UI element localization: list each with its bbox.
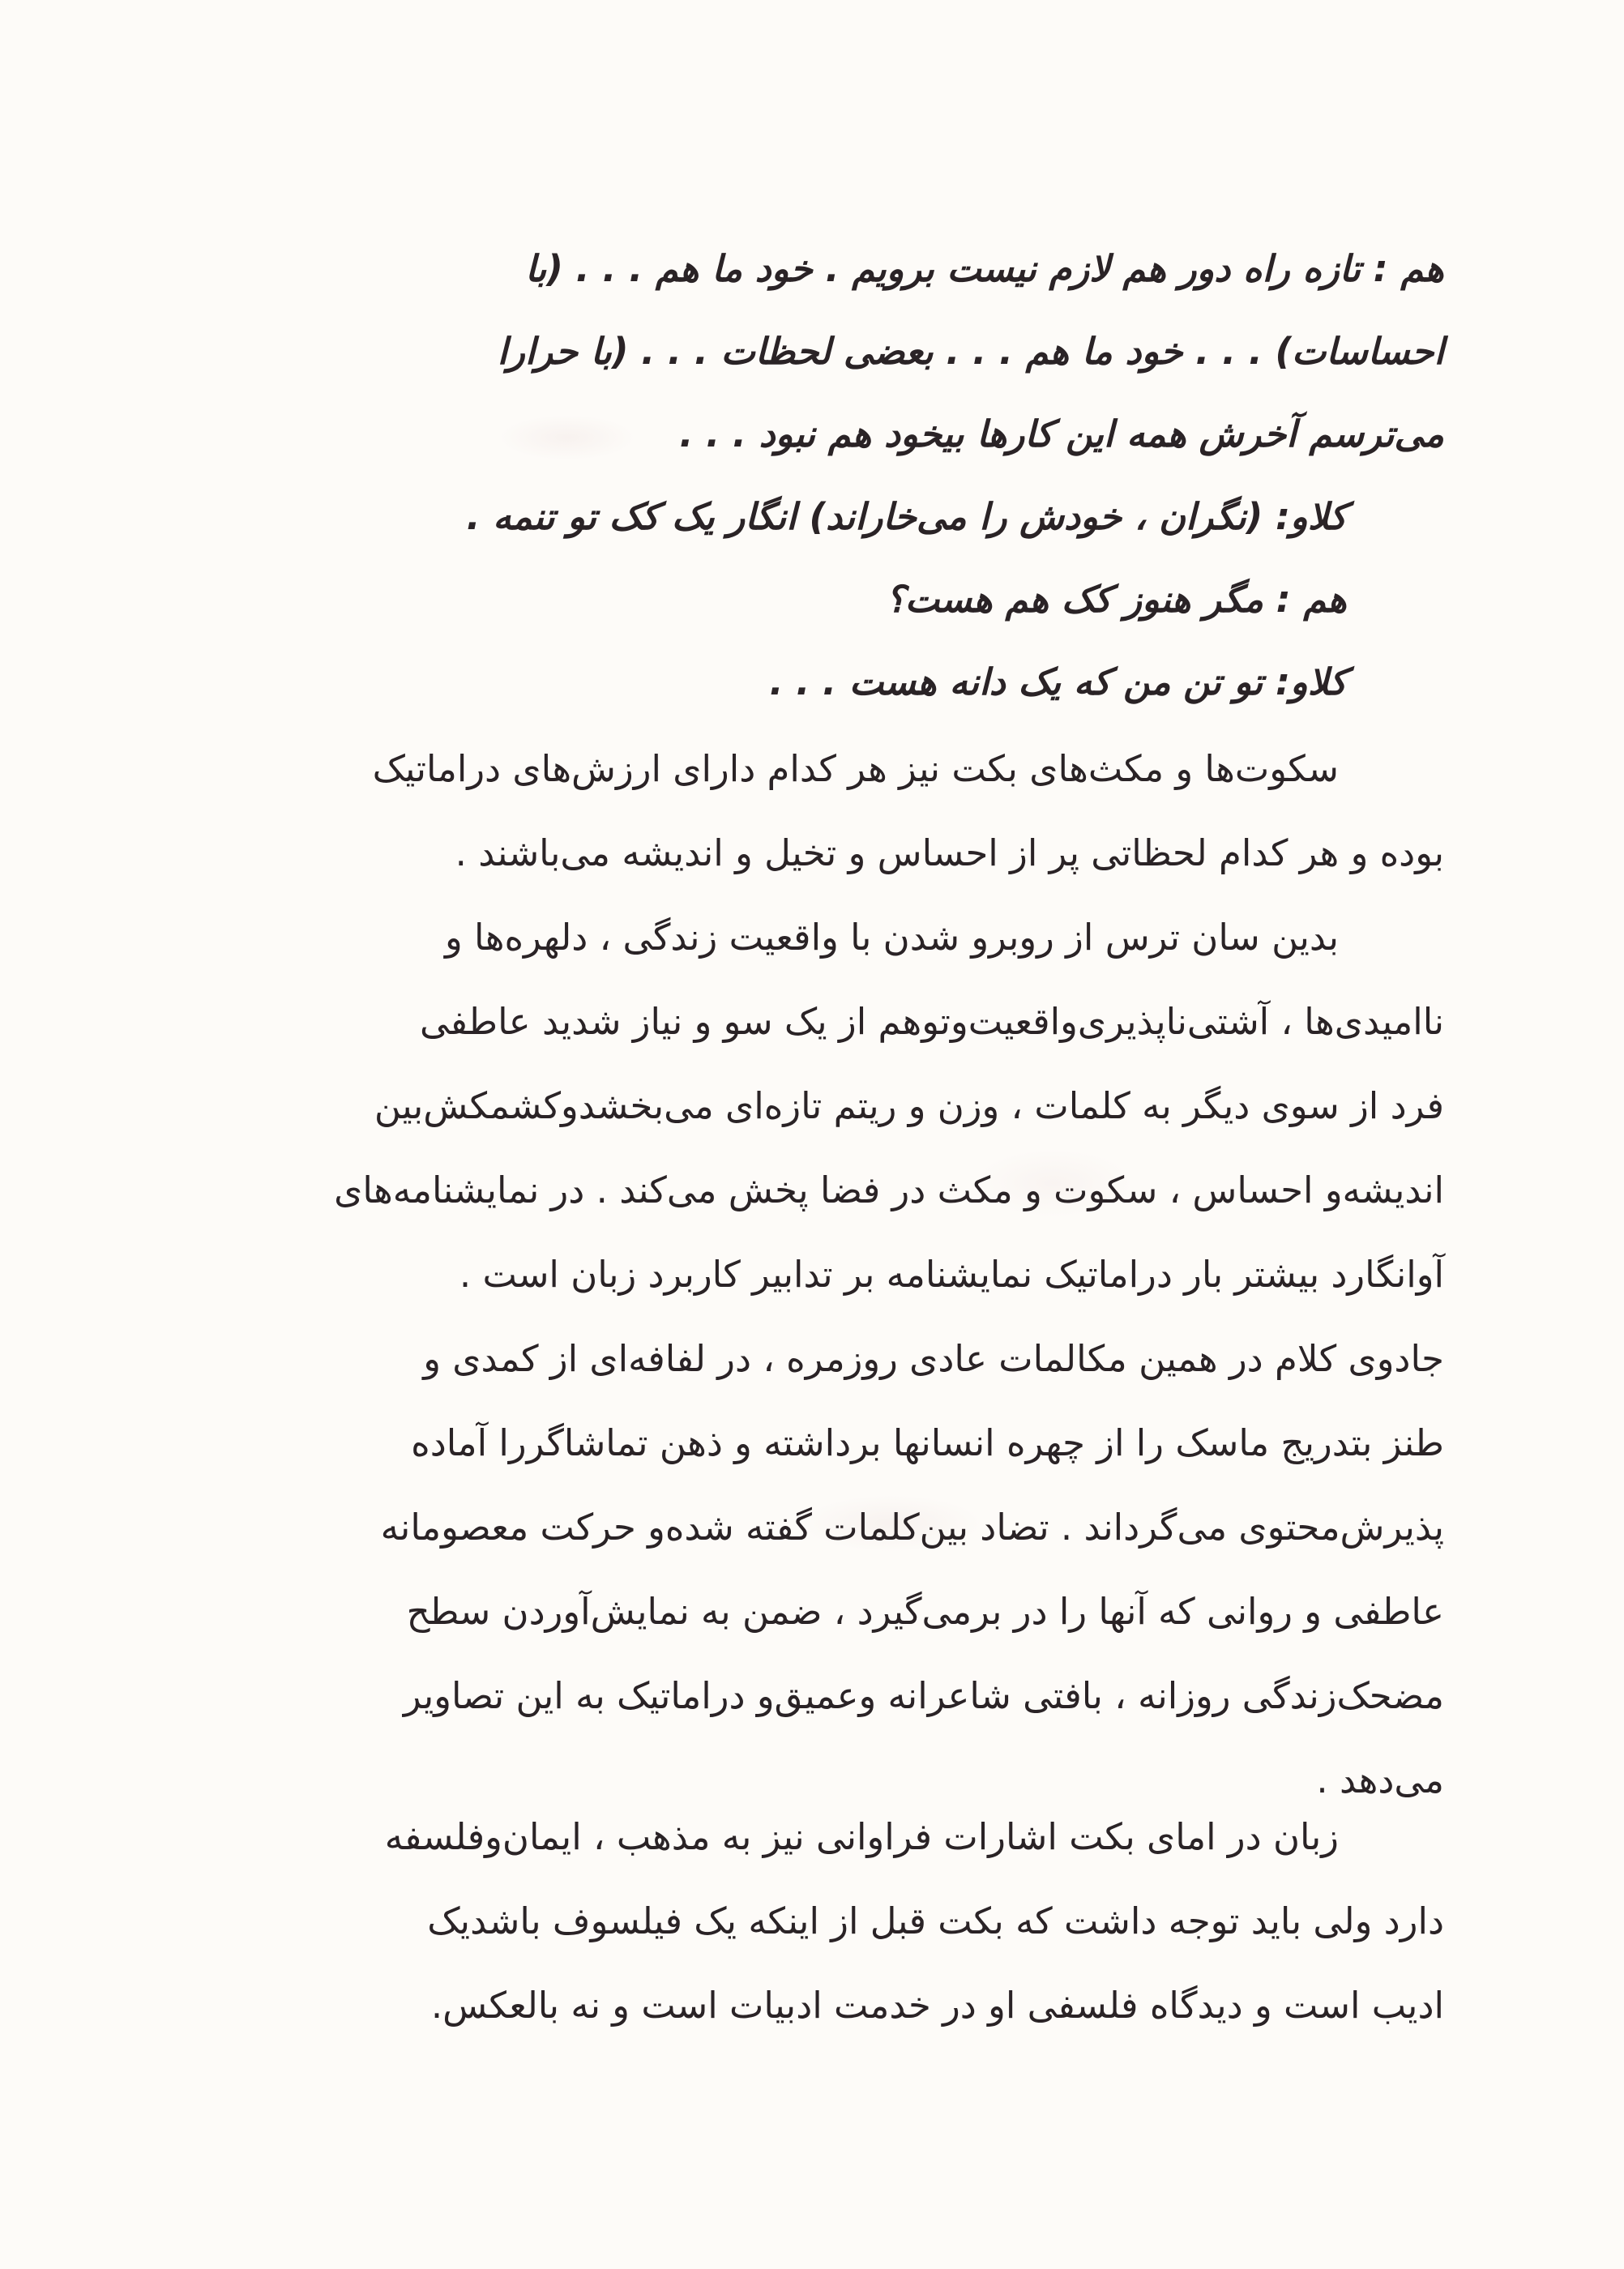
dialogue-line: کلاو: تو تن من که یک دانه هست . . . <box>769 660 1347 703</box>
dialogue-line: می‌ترسم آخرش همه این کارها بیخود هم نبود . . . <box>679 412 1444 455</box>
paragraph-line: بوده و هر کدام لحظاتی پر از احساس و تخیل و اندیشه می‌باشند . <box>455 831 1444 874</box>
paragraph-line: طنز بتدریج ماسک را از چهره انسانها برداشته و ذهن تماشاگررا آماده <box>411 1421 1444 1464</box>
paragraph-line: اندیشه‌و احساس ، سکوت و مکث در فضا پخش می‌کند . در نمایشنامه‌های <box>334 1169 1444 1211</box>
dialogue-line: هم : تازه راه دور هم لازم نیست برویم . خود ما هم . . . (با <box>525 247 1444 290</box>
paragraph-line: فرد از سوی دیگر به کلمات ، وزن و ریتم تازه‌ای می‌بخشدوکشمکش‌بین <box>374 1084 1444 1127</box>
paragraph-line: عاطفی و روانی که آنها را در برمی‌گیرد ، ضمن به نمایش‌آوردن سطح <box>406 1590 1444 1633</box>
paragraph-line: جادوی کلام در همین مکالمات عادی روزمره ، در لفافه‌ای از کمدی و <box>423 1337 1444 1380</box>
dialogue-line: هم : مگر هنوز کک هم هست؟ <box>885 578 1347 621</box>
paragraph-line: بدین سان ترس از روبرو شدن با واقعیت زندگی ، دلهره‌ها و <box>444 916 1339 959</box>
paragraph-line: مضحک‌زندگی روزانه ، بافتی شاعرانه وعمیق‌و دراماتیک به این تصاویر <box>403 1674 1444 1717</box>
dialogue-line: کلاو: (نگران ، خودش را می‌خاراند) انگار یک کک تو تنمه . <box>466 495 1347 538</box>
closing-paragraph <box>212 1795 1444 2054</box>
paragraph-line: ادیب است و دیدگاه فلسفی او در خدمت ادبیات است و نه بالعکس. <box>430 1984 1444 2027</box>
dialogue-line: احساسات) . . . خود ما هم . . . بعضی لحظات . . . (با حرارا <box>497 330 1444 373</box>
paragraph-line: دارد ولی باید توجه داشت که بکت قبل از اینکه یک فیلسوف باشدیک <box>427 1899 1444 1942</box>
body-paragraphs <box>212 727 1444 1845</box>
paragraph-line: آوانگارد بیشتر بار دراماتیک نمایشنامه بر تدابیر کاربرد زبان است . <box>459 1253 1444 1296</box>
paragraph-line: پذیرش‌محتوی می‌گرداند . تضاد بین‌کلمات گفته شده‌و حرکت معصومانه <box>380 1506 1444 1549</box>
paragraph-line: زبان در امای بکت اشارات فراوانی نیز به مذهب ، ایمان‌وفلسفه <box>384 1815 1339 1858</box>
paragraph-line: ناامیدی‌ها ، آشتی‌ناپذیری‌واقعیت‌وتوهم از یک سو و نیاز شدید عاطفی <box>420 1000 1444 1043</box>
paragraph-line: سکوت‌ها و مکث‌های بکت نیز هر کدام دارای ارزش‌های دراماتیک <box>372 747 1339 790</box>
paragraph-line: می‌دهد . <box>1316 1758 1444 1801</box>
dialogue-excerpt <box>212 227 1444 729</box>
